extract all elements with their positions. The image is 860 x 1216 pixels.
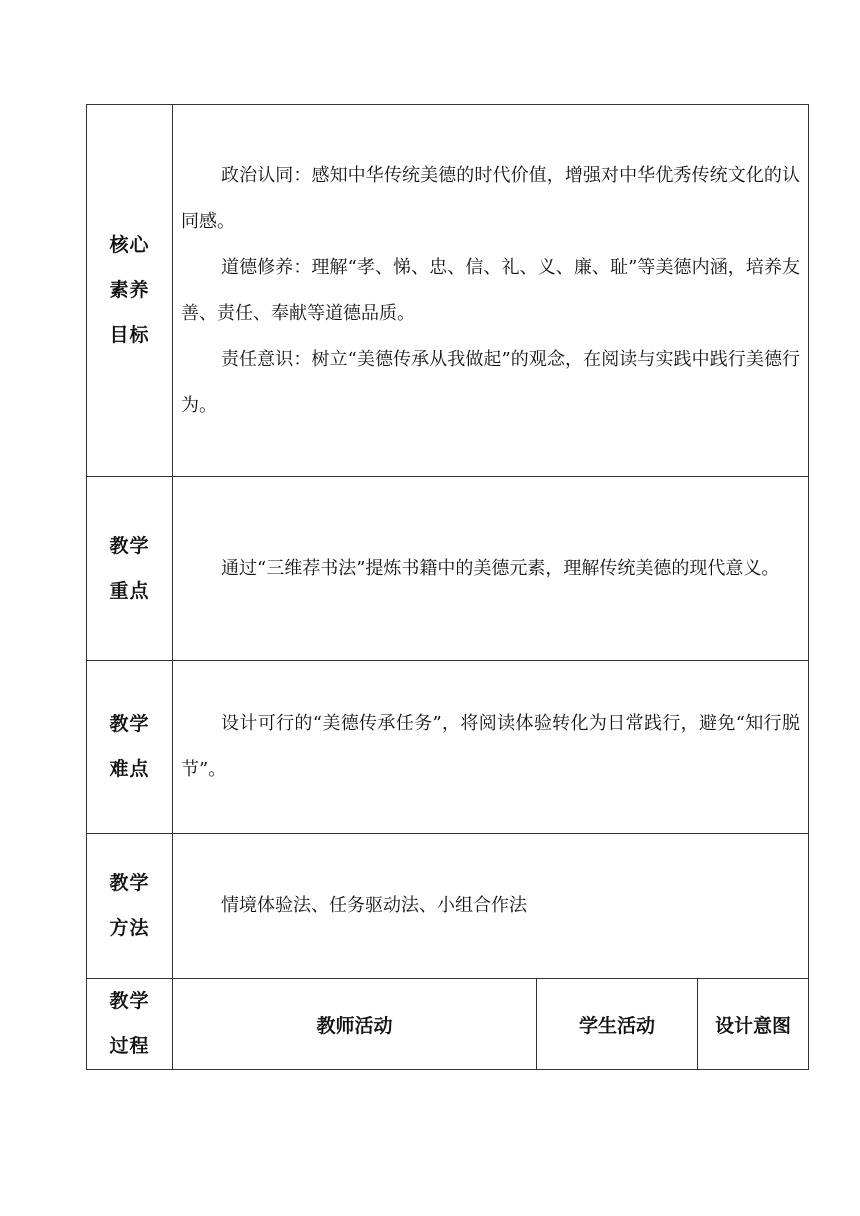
methods-row: [87, 834, 809, 979]
difficulties-content: [173, 661, 809, 834]
label-line: 素养: [109, 279, 150, 301]
key-points-text: 通过“三维荐书法”提炼书籍中的美德元素，理解传统美德的现代意义。: [221, 557, 780, 579]
difficulties-label: [87, 661, 173, 834]
label-line: 过程: [109, 1035, 150, 1057]
key-points-label: [87, 477, 173, 661]
label-line: 教学: [109, 534, 150, 557]
key-points-content: [173, 477, 809, 661]
label-line: 难点: [109, 758, 150, 780]
lesson-plan-table: [86, 104, 809, 1070]
process-label: [87, 979, 173, 1070]
process-row: [87, 979, 809, 1070]
core-literacy-label: [87, 105, 173, 477]
label-line: 重点: [109, 579, 150, 602]
label-line: 教学: [109, 713, 150, 735]
label-line: 方法: [109, 917, 150, 939]
core-literacy-content: [173, 105, 809, 477]
difficulties-text: 设计可行的“美德传承任务”，将阅读体验转化为日常践行，避免“知行脱节”。: [181, 713, 801, 780]
key-points-row: [87, 477, 809, 661]
moral-cultivation-paragraph: 道德修养：理解“孝、悌、忠、信、礼、义、廉、耻”等美德内涵，培养友善、责任、奉献等道德品质。: [181, 256, 801, 324]
political-identity-paragraph: 政治认同：感知中华传统美德的时代价值，增强对中华优秀传统文化的认同感。: [181, 164, 801, 232]
design-intent-header: 设计意图: [698, 979, 809, 1070]
difficulties-row: [87, 661, 809, 834]
responsibility-paragraph: 责任意识：树立“美德传承从我做起”的观念，在阅读与实践中践行美德行为。: [181, 348, 801, 416]
methods-content: [173, 834, 809, 979]
label-line: 教学: [109, 990, 150, 1012]
teacher-activity-header: 教师活动: [173, 979, 537, 1070]
core-literacy-row: [87, 105, 809, 477]
label-line: 目标: [109, 324, 150, 346]
methods-text: 情境体验法、任务驱动法、小组合作法: [221, 895, 527, 916]
label-line: 核心: [109, 234, 150, 256]
student-activity-header: 学生活动: [537, 979, 698, 1070]
label-line: 教学: [109, 872, 150, 894]
methods-label: [87, 834, 173, 979]
